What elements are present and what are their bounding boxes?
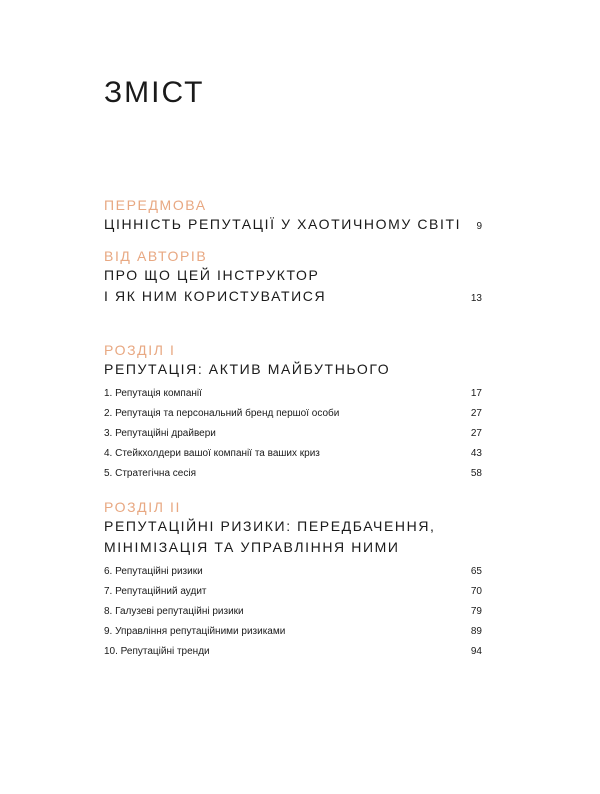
toc-item-label: 7. Репутаційний аудит xyxy=(104,586,207,597)
page-title: ЗМІСТ xyxy=(104,76,205,109)
toc-item[interactable] xyxy=(104,582,482,602)
toc-item-page: 27 xyxy=(470,428,482,439)
toc-item-label: 8. Галузеві репутаційні ризики xyxy=(104,606,244,617)
toc-item-page: 89 xyxy=(470,626,482,637)
toc-preface xyxy=(104,196,482,235)
toc-item-page: 27 xyxy=(470,408,482,419)
preface-title: ЦІННІСТЬ РЕПУТАЦІЇ У ХАОТИЧНОМУ СВІТІ xyxy=(104,216,462,232)
authors-title-line2: І ЯК НИМ КОРИСТУВАТИСЯ xyxy=(104,288,327,304)
toc-part2 xyxy=(104,498,482,662)
preface-kicker: ПЕРЕДМОВА xyxy=(104,197,207,213)
authors-entry[interactable] xyxy=(104,286,482,307)
authors-title-line1[interactable]: ПРО ЩО ЦЕЙ ІНСТРУКТОР xyxy=(104,267,320,283)
toc-item-page: 79 xyxy=(470,606,482,617)
authors-kicker: ВІД АВТОРІВ xyxy=(104,248,208,264)
toc-item-label: 3. Репутаційні драйвери xyxy=(104,428,216,439)
toc-item[interactable] xyxy=(104,602,482,622)
toc-authors xyxy=(104,247,482,307)
preface-entry[interactable] xyxy=(104,214,482,235)
toc-item[interactable] xyxy=(104,444,482,464)
toc-item-page: 43 xyxy=(470,448,482,459)
toc-item-label: 10. Репутаційні тренди xyxy=(104,646,210,657)
part2-title-line2: МІНІМІЗАЦІЯ ТА УПРАВЛІННЯ НИМИ xyxy=(104,539,400,555)
table-of-contents xyxy=(104,196,482,674)
authors-page-number: 13 xyxy=(470,293,482,304)
toc-item[interactable] xyxy=(104,384,482,404)
toc-item[interactable] xyxy=(104,562,482,582)
part1-title: РЕПУТАЦІЯ: АКТИВ МАЙБУТНЬОГО xyxy=(104,361,391,377)
toc-item-page: 94 xyxy=(470,646,482,657)
part1-kicker: РОЗДІЛ І xyxy=(104,342,176,358)
toc-item[interactable] xyxy=(104,622,482,642)
toc-item[interactable] xyxy=(104,464,482,484)
preface-page-number: 9 xyxy=(476,221,482,232)
toc-item-page: 65 xyxy=(470,566,482,577)
toc-item-label: 6. Репутаційні ризики xyxy=(104,566,203,577)
toc-item-label: 4. Стейкхолдери вашої компанії та ваших криз xyxy=(104,448,320,459)
toc-item-page: 70 xyxy=(470,586,482,597)
toc-item[interactable] xyxy=(104,404,482,424)
toc-item[interactable] xyxy=(104,424,482,444)
toc-item-label: 9. Управління репутаційними ризиками xyxy=(104,626,286,637)
toc-item-label: 1. Репутація компанії xyxy=(104,388,202,399)
toc-item-label: 2. Репутація та персональний бренд першої особи xyxy=(104,408,340,419)
toc-item-page: 17 xyxy=(470,388,482,399)
toc-item[interactable] xyxy=(104,642,482,662)
toc-part1 xyxy=(104,341,482,484)
toc-item-label: 5. Стратегічна сесія xyxy=(104,468,196,479)
part2-kicker: РОЗДІЛ ІІ xyxy=(104,499,182,515)
part2-title-line1: РЕПУТАЦІЙНІ РИЗИКИ: ПЕРЕДБАЧЕННЯ, xyxy=(104,518,436,534)
toc-item-page: 58 xyxy=(470,468,482,479)
